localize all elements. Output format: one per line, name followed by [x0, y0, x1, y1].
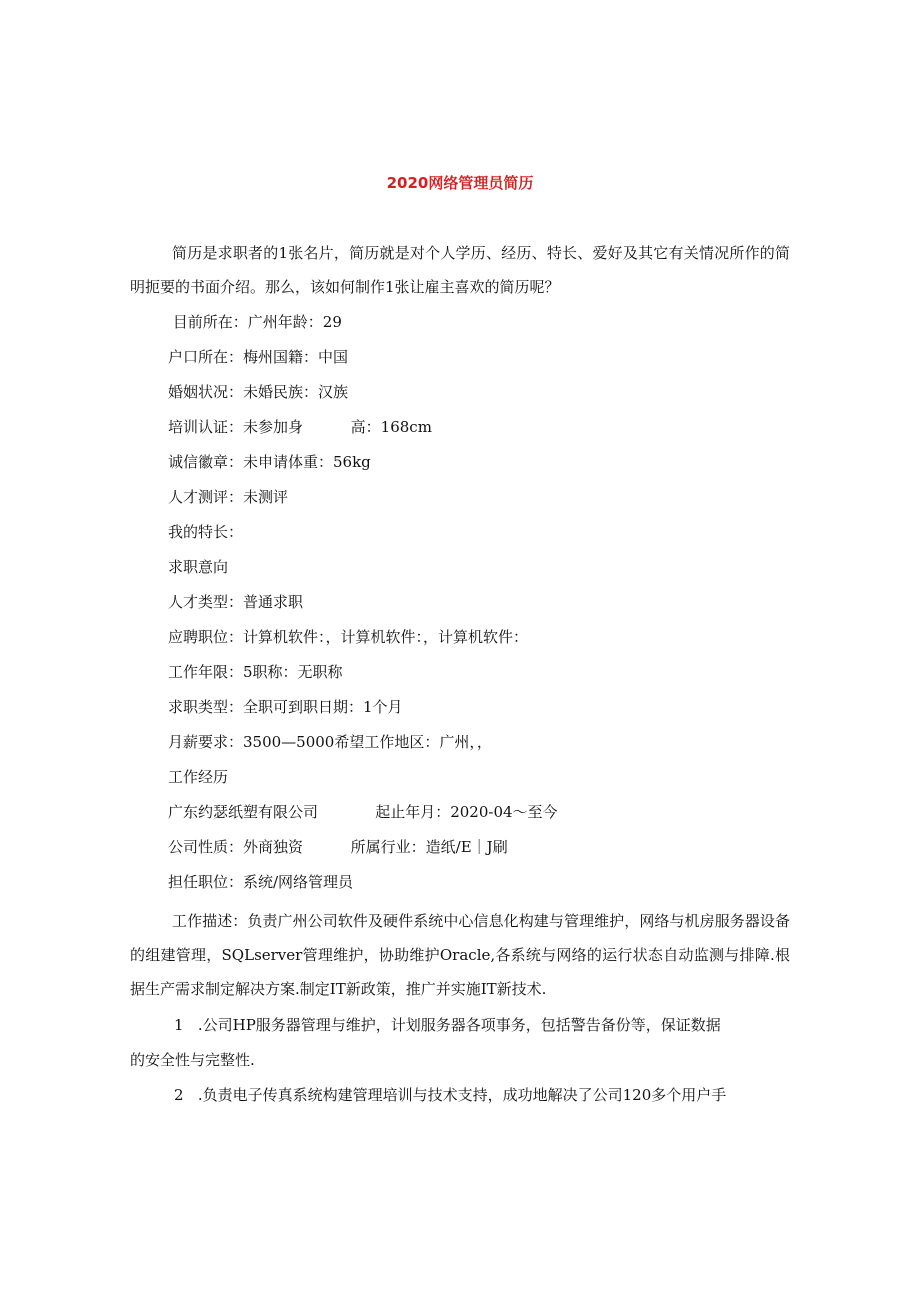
field-marital: 婚姻状况：未婚民族：汉族 [168, 383, 349, 401]
applied-position: 应聘职位：计算机软件：，计算机软件：，计算机软件： [168, 628, 529, 646]
job-type: 求职类型：全职可到职日期：1个月 [168, 698, 403, 716]
document-title: 2020网络管理员简历 [386, 174, 534, 192]
field-hukou: 户口所在：梅州国籍：中国 [168, 348, 349, 366]
salary-request: 月薪要求：3500—5000希望工作地区：广州，， [168, 733, 492, 751]
company-line: 广东约瑟纸塑有限公司 起止年月：2020-04～至今 [168, 803, 558, 821]
talent-type: 人才类型：普通求职 [168, 593, 304, 611]
work-description: 工作描述：负责广州公司软件及硬件系统中心信息化构建与管理维护，网络与机房服务器设备的组建管理，SQLserver管理维护，协助维护Oracle,各系统与网络的运行状态自动监测与排障.根据生产需求制定解决方案.制定IT新政策，推广并实施IT新技术. [130, 912, 790, 998]
intro-paragraph: 简历是求职者的1张名片，简历就是对个人学历、经历、特长、爱好及其它有关情况所作的简明扼要的书面介绍。那么，该如何制作1张让雇主喜欢的简历呢？ [130, 244, 790, 296]
field-credit: 诚信徽章：未申请体重：56kg [168, 453, 371, 471]
item-1-line-b: 的安全性与完整性. [130, 1051, 255, 1069]
experience-heading: 工作经历 [168, 768, 229, 786]
company-nature: 公司性质：外商独资 所属行业：造纸/E｜J刷 [168, 838, 508, 856]
work-years: 工作年限：5职称：无职称 [168, 663, 343, 681]
field-assessment: 人才测评：未测评 [168, 488, 289, 506]
field-specialty: 我的特长： [168, 523, 244, 541]
item-2-line: 2 .负责电子传真系统构建管理培训与技术支持，成功地解决了公司120多个用户手 [174, 1086, 727, 1104]
job-intention-heading: 求职意向 [168, 558, 229, 576]
item-1-line-a: 1 .公司HP服务器管理与维护，计划服务器各项事务，包括警告备份等，保证数据 [174, 1016, 721, 1034]
field-location: 目前所在：广州年龄：29 [168, 313, 342, 331]
role-line: 担任职位：系统/网络管理员 [168, 873, 354, 891]
field-training: 培训认证：未参加身 高：168cm [168, 418, 432, 436]
